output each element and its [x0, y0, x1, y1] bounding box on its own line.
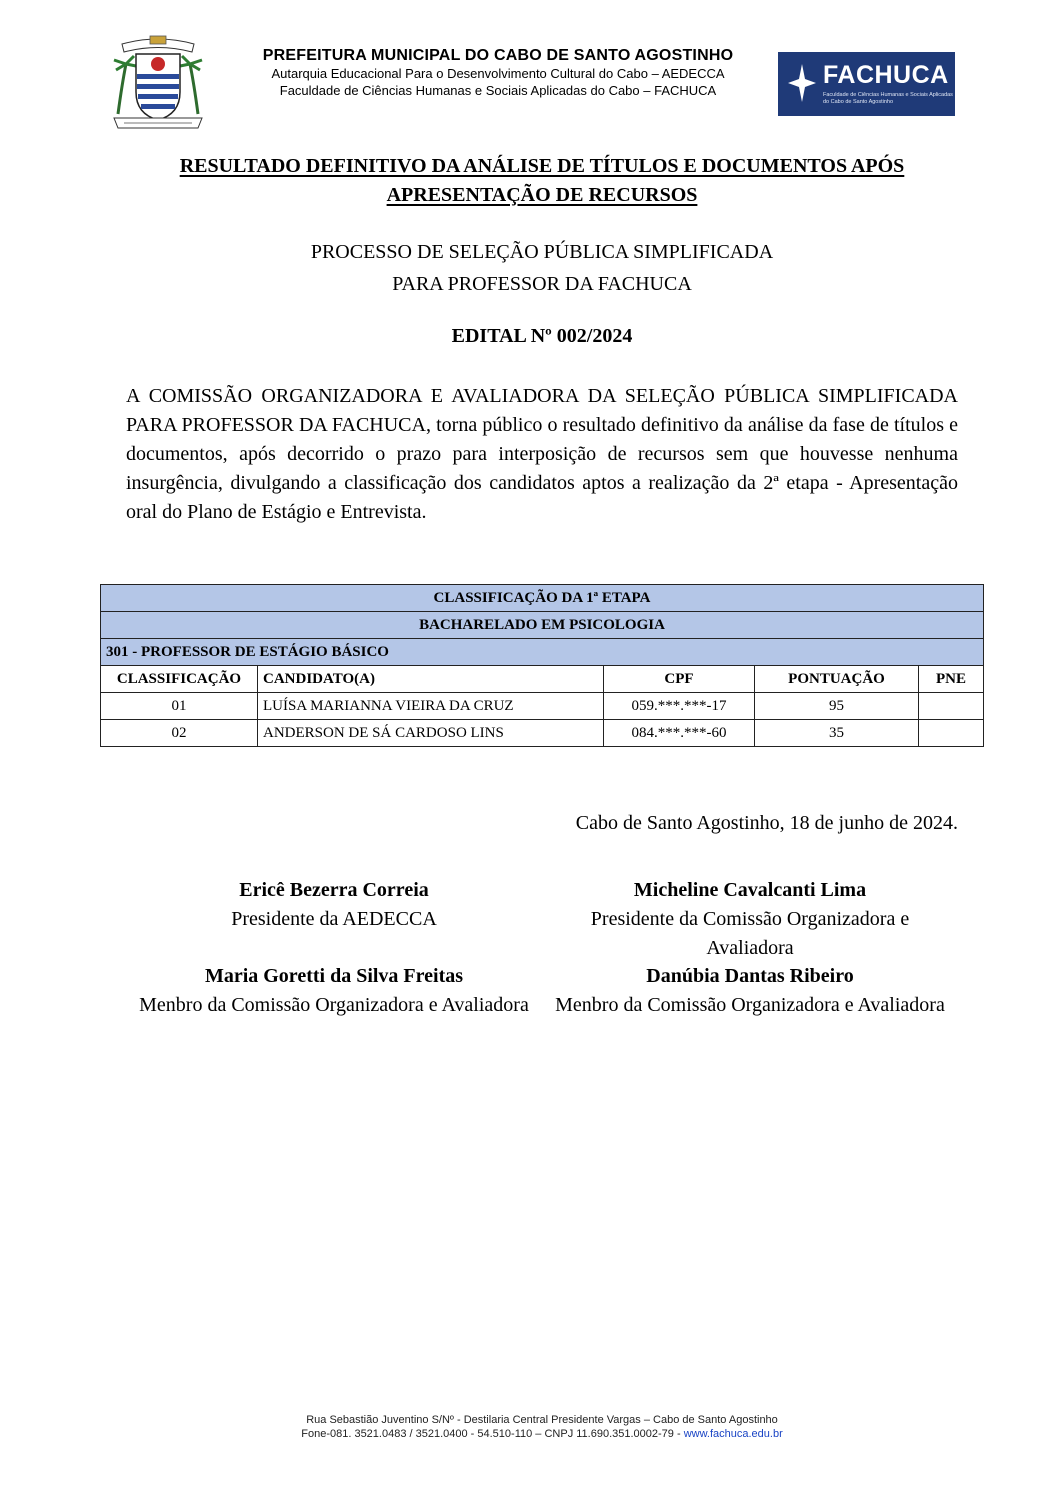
column-header-candidate: CANDIDATO(A) — [258, 666, 604, 693]
date-line: Cabo de Santo Agostinho, 18 de junho de 2024. — [575, 812, 958, 834]
signatory-role: Presidente da AEDECCA — [231, 908, 437, 930]
cell-cpf: 059.***.***-17 — [604, 693, 755, 720]
cell-cpf: 084.***.***-60 — [604, 720, 755, 747]
fachuca-logo-tagline: Faculdade de Ciências Humanas e Sociais Aplicadas do Cabo de Santo Agostinho — [823, 92, 953, 105]
cell-score: 35 — [755, 720, 919, 747]
signatory-name: Maria Goretti da Silva Freitas — [204, 965, 464, 987]
fachuca-logo-wordmark: FACHUCA — [823, 61, 949, 89]
table-header-row — [101, 666, 984, 693]
cell-pne — [919, 693, 984, 720]
cell-score: 95 — [755, 693, 919, 720]
table-course: BACHARELADO EM PSICOLOGIA — [101, 612, 984, 639]
signatory-name: Ericê Bezerra Correia — [239, 879, 429, 901]
star-icon — [786, 62, 818, 104]
signatory-role: Menbro da Comissão Organizadora e Avaliadora — [139, 994, 529, 1016]
column-header-cpf: CPF — [604, 666, 755, 693]
footer-contact-text: Fone-081. 3521.0483 / 3521.0400 - 54.510-110 – CNPJ 11.690.351.0002-79 - — [301, 1428, 684, 1440]
signatory-role: Menbro da Comissão Organizadora e Avaliadora — [555, 994, 945, 1016]
footer-address: Rua Sebastião Juventino S/Nº - Destilaria Central Presidente Vargas – Cabo de Santo Agostinho — [306, 1414, 778, 1426]
signature-block — [134, 962, 534, 1020]
letterhead-faculty: Faculdade de Ciências Humanas e Sociais Aplicadas do Cabo – FACHUCA — [279, 83, 717, 98]
fachuca-logo — [778, 52, 955, 116]
process-heading — [100, 236, 984, 300]
document-title-line-2: APRESENTAÇÃO DE RECURSOS — [386, 184, 698, 206]
cell-classification: 02 — [101, 720, 258, 747]
edital-number: EDITAL Nº 002/2024 — [451, 325, 633, 347]
process-heading-line-2: PARA PROFESSOR DA FACHUCA — [392, 273, 692, 295]
column-header-score: PONTUAÇÃO — [755, 666, 919, 693]
cell-pne — [919, 720, 984, 747]
announcement-paragraph: A COMISSÃO ORGANIZADORA E AVALIADORA DA SELEÇÃO PÚBLICA SIMPLIFICADA PARA PROFESSOR DA FACHUCA, torna público o resultado definitivo da análise da fase de títulos e documentos, após decorrido o prazo para interposição de recursos sem que houvesse nenhuma insurgência, divulgando a classificação dos candidatos aptos a realização da 2ª etapa - Apresentação oral do Plano de Estágio e Entrevista. — [126, 385, 958, 523]
document-title — [100, 152, 984, 210]
municipal-coat-of-arms-logo — [104, 34, 212, 132]
document-title-line-1: RESULTADO DEFINITIVO DA ANÁLISE DE TÍTULOS E DOCUMENTOS APÓS — [179, 155, 905, 177]
page-footer — [200, 1413, 884, 1441]
signatory-role: Presidente da Comissão Organizadora e Avaliadora — [590, 908, 910, 959]
table-row — [101, 693, 984, 720]
classification-table — [100, 584, 984, 747]
signature-block — [550, 876, 950, 963]
cell-classification: 01 — [101, 693, 258, 720]
letterhead-autarchy: Autarquia Educacional Para o Desenvolvimento Cultural do Cabo – AEDECCA — [271, 66, 725, 81]
footer-website-link[interactable]: www.fachuca.edu.br — [683, 1428, 783, 1440]
signature-block — [134, 876, 534, 934]
letterhead — [218, 46, 778, 99]
process-heading-line-1: PROCESSO DE SELEÇÃO PÚBLICA SIMPLIFICADA — [310, 241, 774, 263]
table-title: CLASSIFICAÇÃO DA 1ª ETAPA — [101, 585, 984, 612]
cell-candidate: LUÍSA MARIANNA VIEIRA DA CRUZ — [258, 693, 604, 720]
table-position: 301 - PROFESSOR DE ESTÁGIO BÁSICO — [101, 639, 984, 666]
column-header-pne: PNE — [919, 666, 984, 693]
footer-contact — [200, 1427, 884, 1441]
signatory-name: Micheline Cavalcanti Lima — [633, 879, 867, 901]
cell-candidate: ANDERSON DE SÁ CARDOSO LINS — [258, 720, 604, 747]
letterhead-municipality: PREFEITURA MUNICIPAL DO CABO DE SANTO AGOSTINHO — [262, 47, 734, 64]
column-header-classification: CLASSIFICAÇÃO — [101, 666, 258, 693]
table-row — [101, 720, 984, 747]
signature-block — [550, 962, 950, 1020]
signatory-name: Danúbia Dantas Ribeiro — [646, 965, 854, 987]
